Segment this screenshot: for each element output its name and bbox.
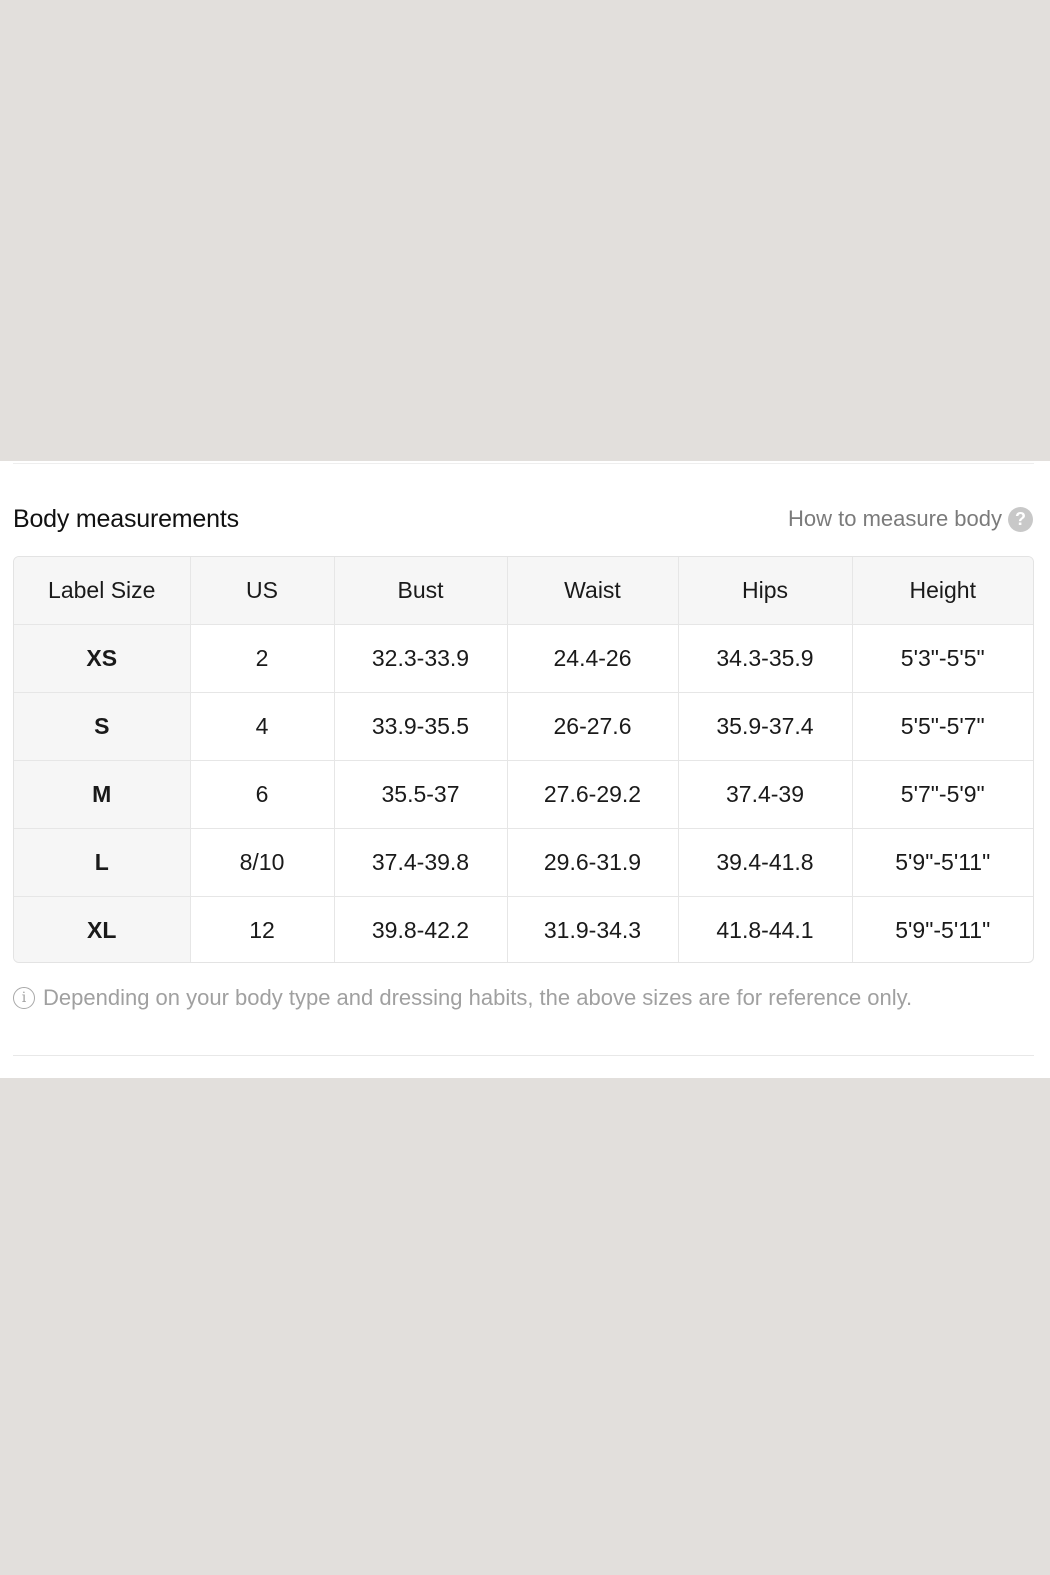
us-cell: 4: [190, 693, 334, 761]
hips-cell: 41.8-44.1: [678, 897, 852, 964]
waist-cell: 29.6-31.9: [507, 829, 678, 897]
size-table: [13, 556, 1034, 963]
hips-cell: 39.4-41.8: [678, 829, 852, 897]
size-cell: S: [14, 693, 190, 761]
hips-cell: 34.3-35.9: [678, 625, 852, 693]
size-cell: XL: [14, 897, 190, 964]
height-cell: 5'7"-5'9": [852, 761, 1033, 829]
table-row: [14, 761, 1033, 829]
how-to-measure-label: How to measure body: [788, 506, 1002, 531]
header-us: US: [190, 557, 334, 625]
hips-cell: 37.4-39: [678, 761, 852, 829]
us-cell: 6: [190, 761, 334, 829]
header-waist: Waist: [507, 557, 678, 625]
size-chart-panel: [0, 461, 1050, 1078]
waist-cell: 24.4-26: [507, 625, 678, 693]
info-icon: i: [13, 987, 35, 1009]
bust-cell: 33.9-35.5: [334, 693, 507, 761]
waist-cell: 31.9-34.3: [507, 897, 678, 964]
table-row: [14, 693, 1033, 761]
bottom-divider: [13, 1055, 1034, 1056]
bust-cell: 39.8-42.2: [334, 897, 507, 964]
height-cell: 5'9"-5'11": [852, 829, 1033, 897]
waist-cell: 26-27.6: [507, 693, 678, 761]
size-cell: M: [14, 761, 190, 829]
size-cell: L: [14, 829, 190, 897]
us-cell: 2: [190, 625, 334, 693]
header-bust: Bust: [334, 557, 507, 625]
header-height: Height: [852, 557, 1033, 625]
hips-cell: 35.9-37.4: [678, 693, 852, 761]
table-header-row: [14, 557, 1033, 625]
height-cell: 5'3"-5'5": [852, 625, 1033, 693]
section-title: Body measurements: [13, 505, 239, 533]
bust-cell: 32.3-33.9: [334, 625, 507, 693]
us-cell: 12: [190, 897, 334, 964]
us-cell: 8/10: [190, 829, 334, 897]
table-row: [14, 829, 1033, 897]
reference-note-text: Depending on your body type and dressing habits, the above sizes are for reference only.: [43, 985, 913, 1010]
height-cell: 5'5"-5'7": [852, 693, 1033, 761]
reference-note: [13, 984, 912, 1012]
height-cell: 5'9"-5'11": [895, 917, 991, 943]
size-cell: XS: [14, 625, 190, 693]
top-divider: [13, 463, 1034, 464]
bust-cell: 35.5-37: [334, 761, 507, 829]
table-row: [14, 897, 1033, 964]
header-label-size: Label Size: [14, 557, 190, 625]
header-hips: Hips: [678, 557, 852, 625]
waist-cell: 27.6-29.2: [507, 761, 678, 829]
how-to-measure-link[interactable]: [788, 504, 1033, 534]
bust-cell: 37.4-39.8: [334, 829, 507, 897]
table-row: [14, 625, 1033, 693]
help-icon[interactable]: ?: [1008, 507, 1033, 532]
